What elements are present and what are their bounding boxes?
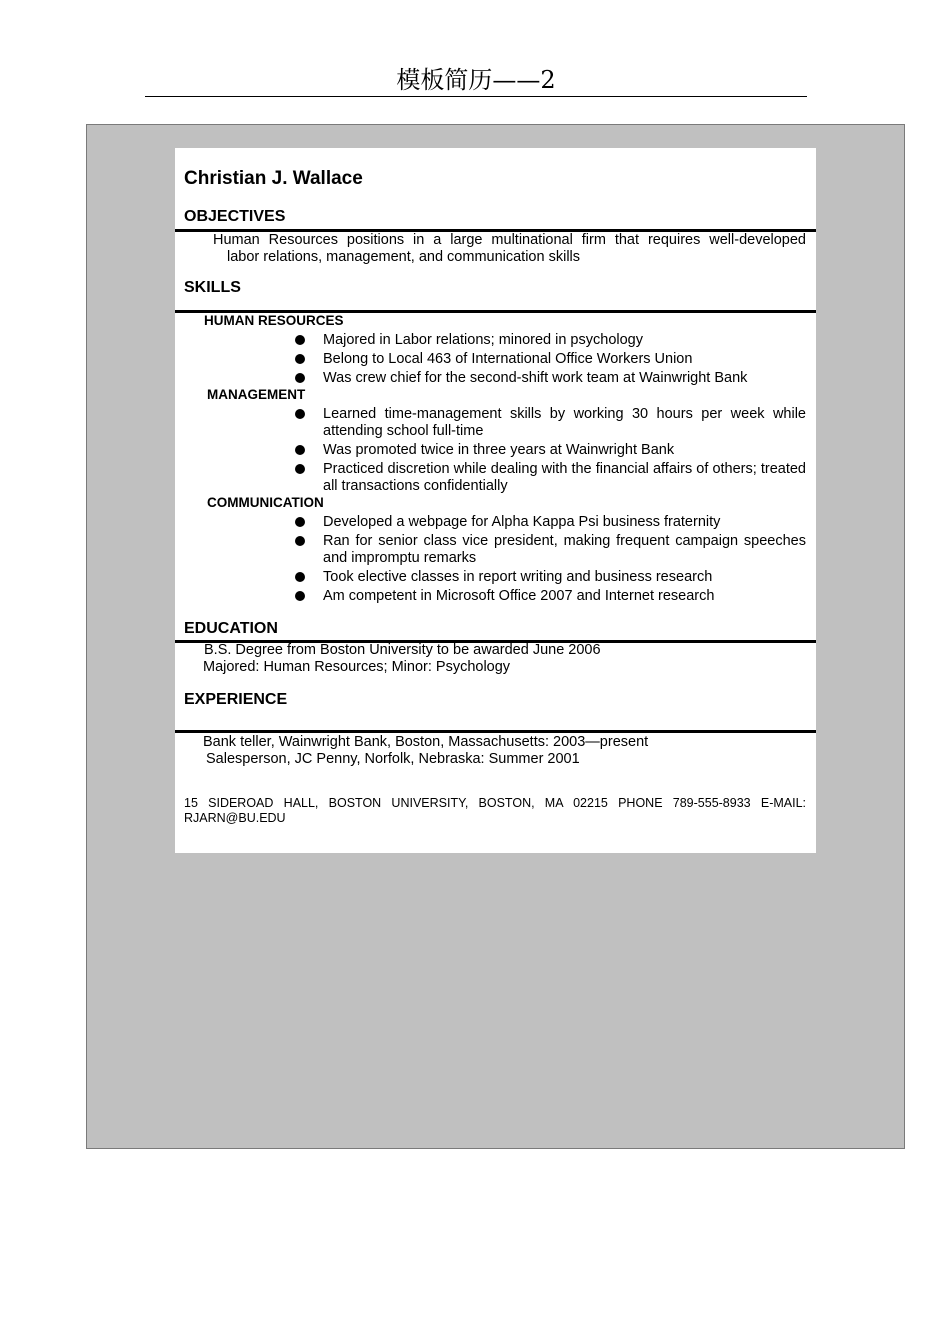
- resume-sheet: [175, 148, 816, 853]
- bullet-icon: [295, 591, 305, 601]
- bullet-icon: [295, 445, 305, 455]
- bullet-icon: [295, 572, 305, 582]
- experience-line-2: Salesperson, JC Penny, Norfolk, Nebraska: Summer 2001: [206, 751, 580, 767]
- list-item: Ran for senior class vice president, making frequent campaign speeches and impromptu remarks: [175, 533, 816, 567]
- bullet-icon: [295, 536, 305, 546]
- experience-rule: [175, 730, 816, 733]
- bullet-icon: [295, 409, 305, 419]
- experience-line-1: Bank teller, Wainwright Bank, Boston, Massachusetts: 2003—present: [203, 734, 649, 750]
- candidate-name: Christian J. Wallace: [184, 168, 363, 189]
- objectives-heading: OBJECTIVES: [184, 208, 286, 225]
- bullet-icon: [295, 354, 305, 364]
- list-item: Am competent in Microsoft Office 2007 and Internet research: [175, 588, 816, 605]
- bullet-icon: [295, 517, 305, 527]
- skills-heading: SKILLS: [184, 279, 241, 296]
- education-line-2: Majored: Human Resources; Minor: Psychology: [203, 659, 511, 675]
- list-item: Majored in Labor relations; minored in psychology: [175, 332, 816, 349]
- list-item: Was crew chief for the second-shift work team at Wainwright Bank: [175, 370, 816, 387]
- list-item: Belong to Local 463 of International Office Workers Union: [175, 351, 816, 368]
- list-item: Learned time-management skills by working 30 hours per week while attending school full-time: [175, 406, 816, 440]
- list-item: Took elective classes in report writing and business research: [175, 569, 816, 586]
- bullet-icon: [295, 464, 305, 474]
- page-title: 模板简历——2: [145, 64, 807, 97]
- experience-heading: EXPERIENCE: [184, 691, 288, 708]
- human-resources-list: [175, 332, 816, 389]
- skills-group-label-management: MANAGEMENT: [207, 387, 306, 402]
- list-item: Practiced discretion while dealing with the financial affairs of others; treated all transactions confidentially: [175, 461, 816, 495]
- objective-line-2: labor relations, management, and communication skills: [227, 249, 581, 265]
- objective-text: [213, 232, 806, 266]
- objective-line-1: Human Resources positions in a large multinational firm that requires well-developed: [213, 232, 806, 248]
- communication-list: [175, 514, 816, 607]
- bullet-icon: [295, 373, 305, 383]
- management-list: [175, 406, 816, 497]
- education-line-1: B.S. Degree from Boston University to be awarded June 2006: [204, 642, 601, 658]
- education-heading: EDUCATION: [184, 620, 278, 637]
- skills-group-label-human-resources: HUMAN RESOURCES: [204, 313, 344, 328]
- skills-group-label-communication: COMMUNICATION: [207, 495, 324, 510]
- contact-info: 15 SIDEROAD HALL, BOSTON UNIVERSITY, BOSTON, MA 02215 PHONE 789-555-8933 E-MAIL: RJARN@BU.EDU: [184, 796, 806, 825]
- list-item: Developed a webpage for Alpha Kappa Psi business fraternity: [175, 514, 816, 531]
- bullet-icon: [295, 335, 305, 345]
- list-item: Was promoted twice in three years at Wainwright Bank: [175, 442, 816, 459]
